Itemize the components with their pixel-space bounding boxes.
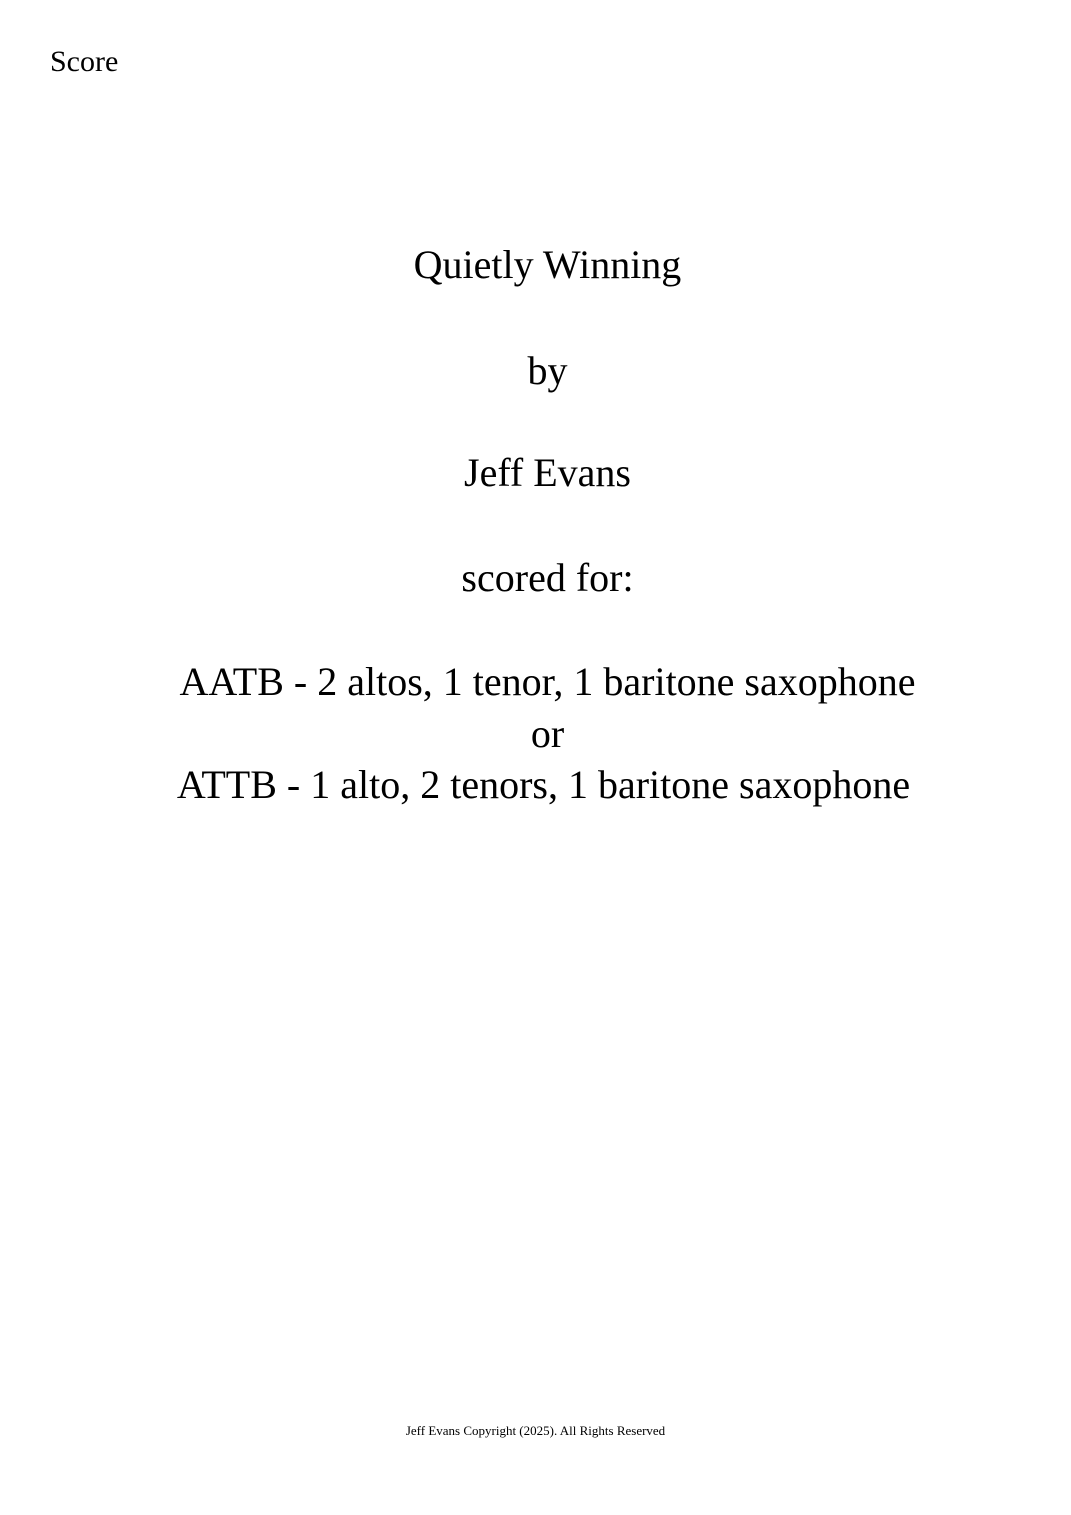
instrumentation-option-aatb: AATB - 2 altos, 1 tenor, 1 baritone saxophone — [179, 659, 916, 704]
piece-title: Quietly Winning — [413, 242, 682, 287]
by-line: by — [527, 348, 568, 393]
instrumentation-option-attb: ATTB - 1 alto, 2 tenors, 1 baritone saxophone — [176, 762, 911, 807]
composer-name: Jeff Evans — [464, 450, 631, 495]
copyright-footer: Jeff Evans Copyright (2025). All Rights Reserved — [405, 1423, 666, 1438]
or-separator: or — [530, 711, 565, 756]
scored-for-label: scored for: — [461, 555, 634, 600]
score-label: Score — [50, 45, 119, 78]
